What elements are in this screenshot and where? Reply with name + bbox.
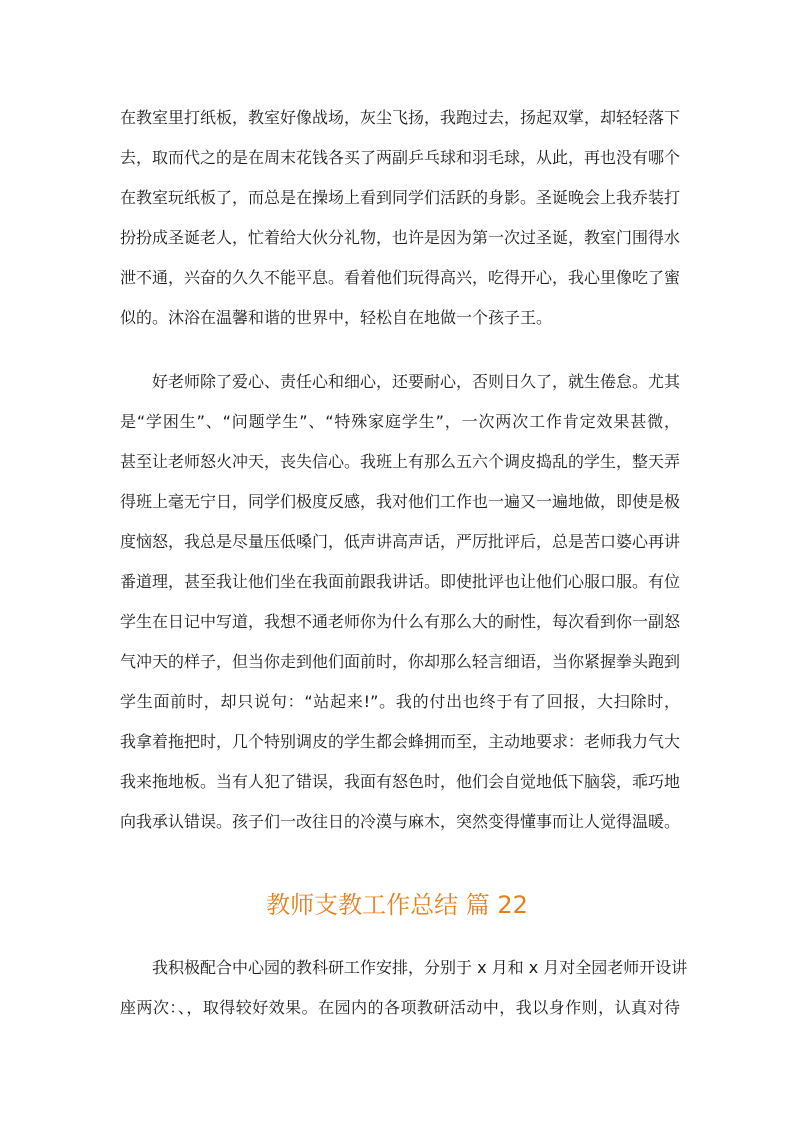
paragraph-line: 扮扮成圣诞老人，忙着给大伙分礼物，也许是因为第一次过圣诞，教室门围得水 bbox=[120, 228, 681, 247]
paragraph-line: 在教室玩纸板了，而总是在操场上看到同学们活跃的身影。圣诞晚会上我乔装打 bbox=[120, 188, 681, 207]
paragraph-line: 番道理，甚至我让他们坐在我面前跟我讲话。即使批评也让他们心服口服。有位 bbox=[120, 572, 681, 591]
paragraph-line: 泄不通，兴奋的久久不能平息。看着他们玩得高兴，吃得开心，我心里像吃了蜜 bbox=[120, 268, 681, 287]
paragraph-line: 似的。沐浴在温馨和谐的世界中，轻松自在地做一个孩子王。 bbox=[120, 308, 553, 327]
paragraph-line: 在教室里打纸板，教室好像战场，灰尘飞扬，我跑过去，扬起双掌，却轻轻落下 bbox=[120, 108, 681, 127]
paragraph-line: 去，取而代之的是在周末花钱各买了两副乒乓球和羽毛球，从此，再也没有哪个 bbox=[120, 148, 681, 167]
paragraph-line: 得班上毫无宁日，同学们极度反感，我对他们工作也一遍又一遍地做，即使是极 bbox=[120, 492, 681, 511]
paragraph-line: 学生在日记中写道，我想不通老师你为什么有那么大的耐性，每次看到你一副怒 bbox=[120, 612, 681, 631]
paragraph-line: 我来拖地板。当有人犯了错误，我面有怒色时，他们会自觉地低下脑袋，乖巧地 bbox=[120, 772, 681, 791]
paragraph-line: 学生面前时，却只说句：“站起来!”。我的付出也终于有了回报，大扫除时， bbox=[120, 692, 680, 711]
paragraph-line: 向我承认错误。孩子们一改往日的冷漠与麻木，突然变得懂事而让人觉得温暖。 bbox=[120, 812, 681, 831]
paragraph-line: 我拿着拖把时，几个特别调皮的学生都会蜂拥而至，主动地要求：老师我力气大 bbox=[120, 732, 681, 751]
paragraph-line: 是“学困生”、“问题学生”、“特殊家庭学生”，一次两次工作肯定效果甚微， bbox=[120, 412, 680, 431]
paragraph-line: 甚至让老师怒火冲天，丧失信心。我班上有那么五六个调皮捣乱的学生，整天弄 bbox=[120, 452, 681, 471]
paragraph-line: 座两次：、，取得较好效果。在园内的各项教研活动中，我以身作则，认真对待 bbox=[120, 998, 680, 1017]
paragraph-line: 度恼怒，我总是尽量压低嗓门，低声讲高声话，严厉批评后，总是苦口婆心再讲 bbox=[120, 532, 681, 551]
paragraph-line: 我积极配合中心园的教科研工作安排，分别于 x 月和 x 月对全园老师开设讲 bbox=[152, 958, 688, 977]
section-heading: 教师支教工作总结 篇 22 bbox=[266, 891, 528, 919]
paragraph-line: 气冲天的样子，但当你走到他们面前时，你却那么轻言细语，当你紧握拳头跑到 bbox=[120, 652, 681, 671]
paragraph-line: 好老师除了爱心、责任心和细心，还要耐心，否则日久了，就生倦怠。尤其 bbox=[152, 372, 681, 391]
